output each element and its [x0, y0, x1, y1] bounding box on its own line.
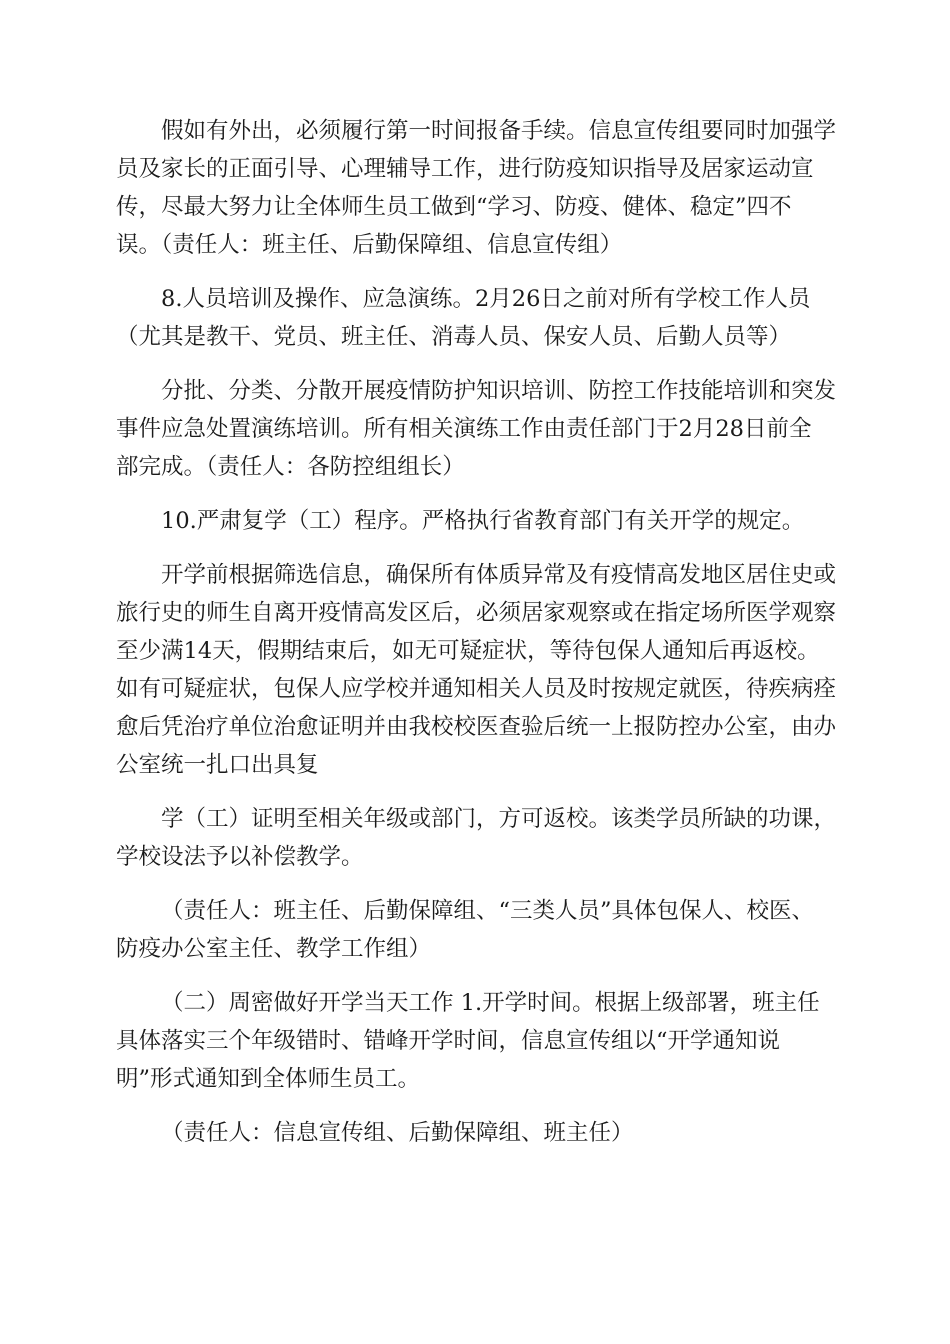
paragraph-6-line-1: 学（工）证明至相关年级或部门，方可返校。该类学员所缺的功课， — [161, 806, 837, 832]
paragraph-1-line-2: 员及家长的正面引导、心理辅导工作，进行防疫知识指导及居家运动宣 — [116, 156, 814, 182]
paragraph-6-line-2: 学校设法予以补偿教学。 — [116, 844, 364, 870]
paragraph-5-line-3: 至少满14天，假期结束后，如无可疑症状，等待包保人通知后再返校。 — [116, 638, 820, 664]
paragraph-7-line-1: （责任人：班主任、后勤保障组、“三类人员”具体包保人、校医、 — [161, 898, 815, 924]
paragraph-5-line-2: 旅行史的师生自离开疫情高发区后，必须居家观察或在指定场所医学观察 — [116, 600, 837, 626]
paragraph-5-line-4: 如有可疑症状，包保人应学校并通知相关人员及时按规定就医，待疾病痊 — [116, 676, 837, 702]
paragraph-5-line-6: 公室统一扎口出具复 — [116, 752, 319, 778]
paragraph-1-line-1: 假如有外出，必须履行第一时间报备手续。信息宣传组要同时加强学 — [161, 118, 837, 144]
paragraph-2-line-2: （尤其是教干、党员、班主任、消毒人员、保安人员、后勤人员等） — [116, 324, 792, 350]
paragraph-5-line-1: 开学前根据筛选信息，确保所有体质异常及有疫情高发地区居住史或 — [161, 562, 837, 588]
paragraph-1-line-4: 误。（责任人：班主任、后勤保障组、信息宣传组） — [116, 232, 623, 258]
paragraph-8-line-1: （二）周密做好开学当天工作 1.开学时间。根据上级部署，班主任 — [161, 990, 820, 1016]
paragraph-8-line-2: 具体落实三个年级错时、错峰开学时间，信息宣传组以“开学通知说 — [116, 1028, 781, 1054]
paragraph-2-line-1: 8.人员培训及操作、应急演练。2月26日之前对所有学校工作人员 — [161, 286, 811, 312]
paragraph-3-line-1: 分批、分类、分散开展疫情防护知识培训、防控工作技能培训和突发 — [161, 378, 837, 404]
paragraph-4-line-1: 10.严肃复学（工）程序。严格执行省教育部门有关开学的规定。 — [161, 508, 805, 534]
paragraph-1-line-3: 传，尽最大努力让全体师生员工做到“学习、防疫、健体、稳定”四不 — [116, 194, 792, 220]
paragraph-7-line-2: 防疫办公室主任、教学工作组） — [116, 936, 432, 962]
paragraph-5-line-5: 愈后凭治疗单位治愈证明并由我校校医查验后统一上报防控办公室，由办 — [116, 714, 837, 740]
paragraph-3-line-3: 部完成。（责任人：各防控组组长） — [116, 454, 465, 480]
paragraph-3-line-2: 事件应急处置演练培训。所有相关演练工作由责任部门于2月28日前全 — [116, 416, 812, 442]
paragraph-9-line-1: （责任人：信息宣传组、后勤保障组、班主任） — [161, 1120, 634, 1146]
paragraph-8-line-3: 明”形式通知到全体师生员工。 — [116, 1066, 421, 1092]
